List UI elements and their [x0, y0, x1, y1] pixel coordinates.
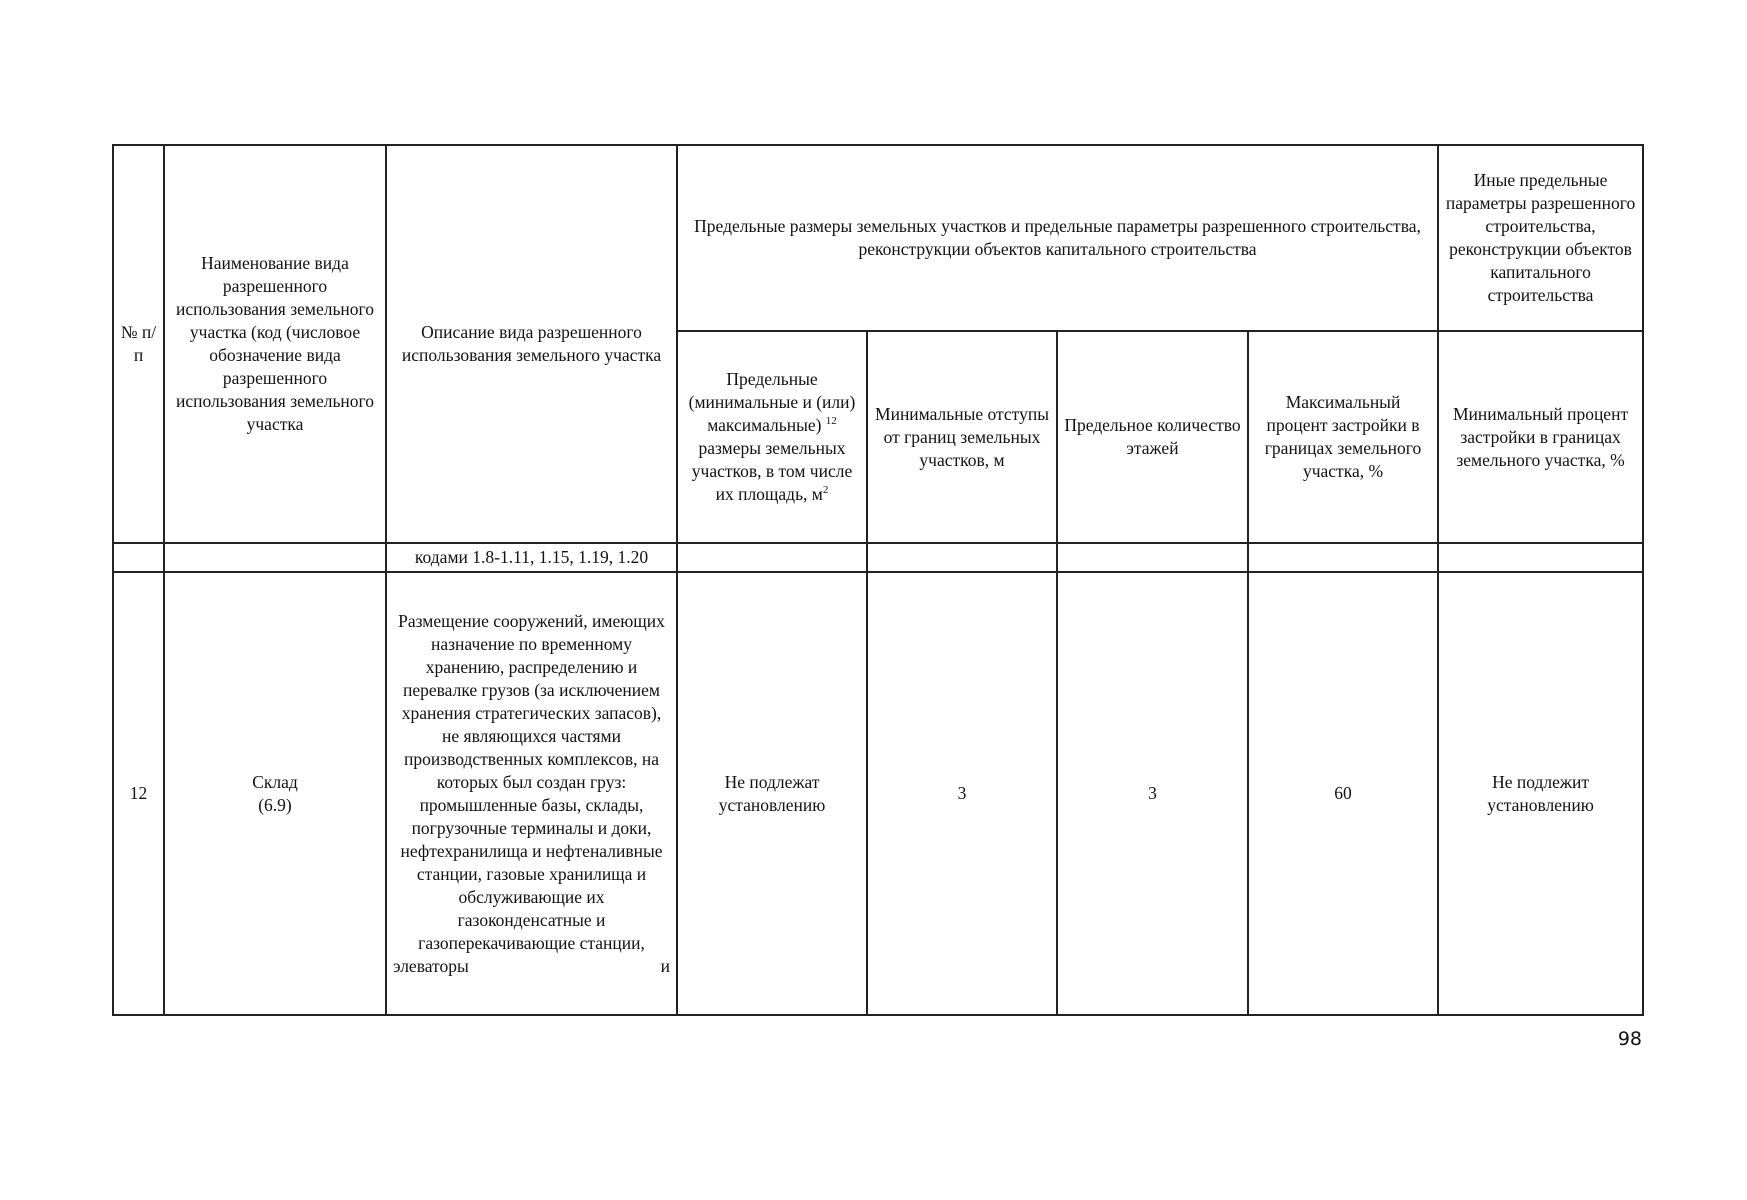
table-row: [113, 572, 1643, 1015]
row-desc: Размещение сооружений, имеющих назначение по временному хранению, распределению и перевалке грузов (за исключением хранения стратегических запасов), не являющихся частями производственных комплексов, на которых был создан груз: промышленные базы, склады, погрузочные терминалы и доки, нефтехранилища и нефтеналивные станции, газовые хранилища и обслуживающие их газоконденсатные и газоперекачивающие станции, элеваторы и: [386, 572, 677, 1015]
land-use-regulations-table: [112, 144, 1644, 1016]
header-sizes: [677, 331, 867, 543]
header-num: № п/п: [113, 145, 164, 543]
row-sizes: Не подлежат установлению: [677, 572, 867, 1015]
row-name-label: Склад: [252, 771, 298, 792]
cell: [1248, 543, 1438, 572]
row-name: [164, 572, 386, 1015]
cell: [1057, 543, 1248, 572]
header-floors: Предельное количество этажей: [1057, 331, 1248, 543]
header-limits-group: Предельные размеры земельных участков и предельные параметры разрешенного строительства, реконструкции объектов капитального строительства: [677, 145, 1438, 331]
page-number: 98: [1617, 1028, 1642, 1050]
header-sizes-text-2: размеры земельных участков, в том числе их площадь, м: [691, 438, 853, 504]
row-setbacks: 3: [867, 572, 1057, 1015]
cell: [1438, 543, 1643, 572]
header-other-group: Иные предельные параметры разрешенного строительства, реконструкции объектов капитального строительства: [1438, 145, 1643, 331]
row-num: 12: [113, 572, 164, 1015]
header-name: Наименование вида разрешенного использования земельного участка (код (числовое обозначение вида разрешенного использования земельного участка: [164, 145, 386, 543]
cell: [164, 543, 386, 572]
footnote-ref: 12: [825, 415, 837, 428]
row-floors: 3: [1057, 572, 1248, 1015]
header-setbacks: Минимальные отступы от границ земельных участков, м: [867, 331, 1057, 543]
row-code: (6.9): [258, 794, 292, 815]
header-sizes-text: Предельные (минимальные и (или) максимальные): [688, 369, 856, 435]
unit-superscript: 2: [822, 484, 829, 497]
header-max-pct: Максимальный процент застройки в границах земельного участка, %: [1248, 331, 1438, 543]
cell: [113, 543, 164, 572]
continuation-desc: кодами 1.8-1.11, 1.15, 1.19, 1.20: [386, 543, 677, 572]
header-min-pct: Минимальный процент застройки в границах земельного участка, %: [1438, 331, 1643, 543]
row-max-pct: 60: [1248, 572, 1438, 1015]
row-min-pct: Не подлежит установлению: [1438, 572, 1643, 1015]
cell: [677, 543, 867, 572]
cell: [867, 543, 1057, 572]
header-desc: Описание вида разрешенного использования земельного участка: [386, 145, 677, 543]
continuation-row: [113, 543, 1643, 572]
